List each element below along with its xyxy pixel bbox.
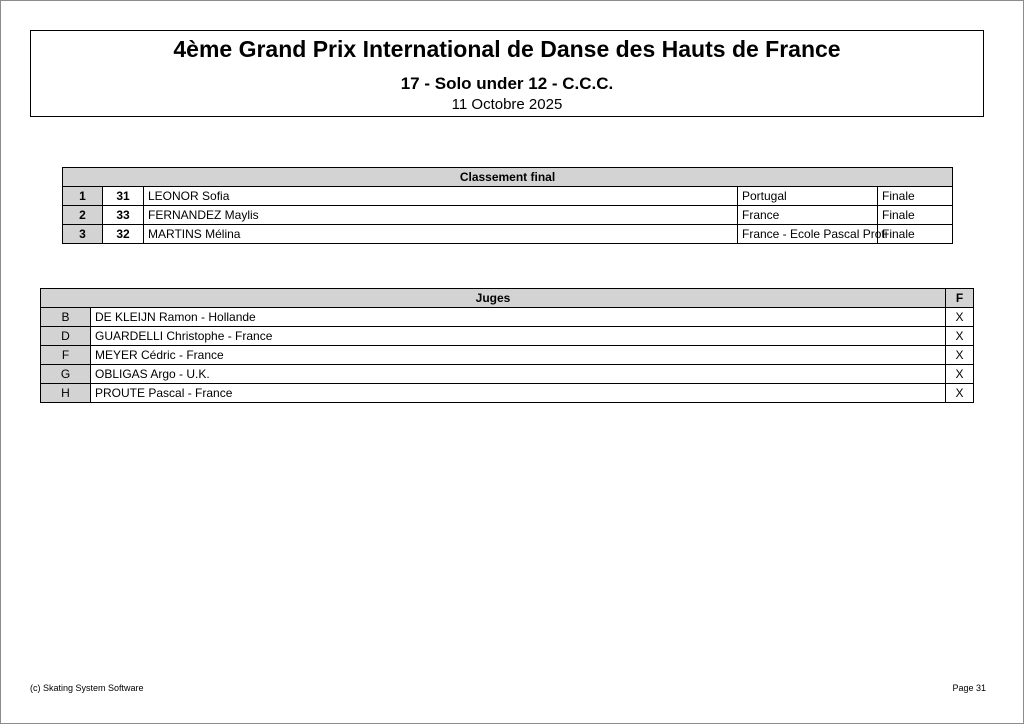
judge-name-cell: GUARDELLI Christophe - France	[91, 327, 946, 346]
judge-letter-cell: D	[41, 327, 91, 346]
country-cell: France	[738, 206, 878, 225]
round-cell: Finale	[878, 225, 953, 244]
column-f-heading: F	[946, 289, 974, 308]
place-cell: 2	[63, 206, 103, 225]
country-cell: France - Ecole Pascal Proti	[738, 225, 878, 244]
judge-letter-cell: B	[41, 308, 91, 327]
dancer-name-cell: MARTINS Mélina	[144, 225, 738, 244]
table-row	[41, 365, 974, 384]
event-header	[30, 30, 984, 117]
number-cell: 32	[103, 225, 144, 244]
table-row	[63, 187, 953, 206]
table-row	[41, 327, 974, 346]
country-cell: Portugal	[738, 187, 878, 206]
judge-letter-cell: F	[41, 346, 91, 365]
number-cell: 31	[103, 187, 144, 206]
place-cell: 1	[63, 187, 103, 206]
judge-mark-cell: X	[946, 308, 974, 327]
table-row	[63, 225, 953, 244]
judge-letter-cell: H	[41, 384, 91, 403]
event-title: 4ème Grand Prix International de Danse des Hauts de France	[173, 36, 841, 62]
round-cell: Finale	[878, 206, 953, 225]
judge-mark-cell: X	[946, 346, 974, 365]
ranking-heading: Classement final	[63, 168, 953, 187]
dancer-name-cell: LEONOR Sofia	[144, 187, 738, 206]
final-ranking-table	[62, 167, 953, 244]
judge-mark-cell: X	[946, 384, 974, 403]
table-row	[41, 384, 974, 403]
table-row	[63, 206, 953, 225]
judge-name-cell: OBLIGAS Argo - U.K.	[91, 365, 946, 384]
judge-mark-cell: X	[946, 327, 974, 346]
round-cell: Finale	[878, 187, 953, 206]
judge-letter-cell: G	[41, 365, 91, 384]
place-cell: 3	[63, 225, 103, 244]
judge-name-cell: DE KLEIJN Ramon - Hollande	[91, 308, 946, 327]
judges-table	[40, 288, 974, 403]
number-cell: 33	[103, 206, 144, 225]
judges-heading: Juges	[41, 289, 946, 308]
judge-mark-cell: X	[946, 365, 974, 384]
event-category: 17 - Solo under 12 - C.C.C.	[400, 74, 614, 93]
judge-name-cell: PROUTE Pascal - France	[91, 384, 946, 403]
page-number: Page 31	[952, 683, 986, 693]
event-date: 11 Octobre 2025	[451, 96, 563, 113]
dancer-name-cell: FERNANDEZ Maylis	[144, 206, 738, 225]
copyright-footer: (c) Skating System Software	[30, 683, 144, 693]
table-header-row	[41, 289, 974, 308]
table-row	[41, 346, 974, 365]
table-header-row	[63, 168, 953, 187]
table-row	[41, 308, 974, 327]
judge-name-cell: MEYER Cédric - France	[91, 346, 946, 365]
